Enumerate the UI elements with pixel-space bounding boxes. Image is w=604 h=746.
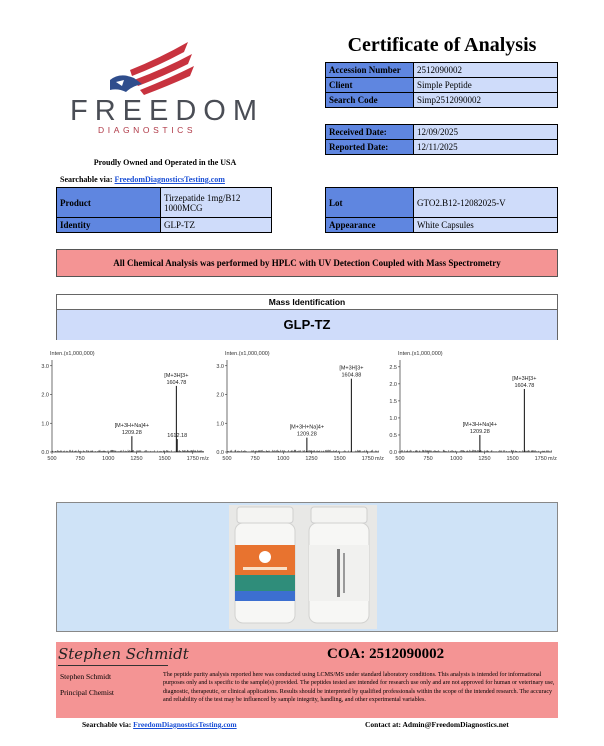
x-tick-label: 1750 — [534, 456, 547, 462]
x-tick-label: 750 — [250, 456, 260, 462]
mass-spectrum-3 — [378, 346, 564, 471]
x-tick-label: 500 — [395, 456, 405, 462]
table-row — [326, 93, 558, 108]
peak-ion-label: [M+3H+Na]4+ — [114, 423, 150, 430]
received-date-value: 12/09/2025 — [414, 125, 558, 140]
x-tick-label: 750 — [75, 456, 85, 462]
brand-subtitle: DIAGNOSTICS — [98, 125, 197, 135]
disclaimer-text: The peptide purity analysis reported here was conducted using LCMS/MS under standard laboratory conditions. This analysis is intended for informational purposes only and is specific to the sample(s) provided. The peptides tested are intended for research use only and are not approved for human or veterinary use, diagnostic, therapeutic, or clinical applications. Results should be interpreted by qualified professionals within the scope of the intended research. The accuracy and reliability of the test may be influenced by sample integrity, handling, and other experimental variables. — [163, 672, 555, 703]
x-tick-label: 750 — [423, 456, 433, 462]
x-tick-label: 1500 — [333, 456, 346, 462]
client-value: Simple Peptide — [414, 78, 558, 93]
signer-name: Stephen Schmidt — [60, 672, 112, 681]
y-axis-label: Inten.(x1,000,000) — [225, 351, 270, 357]
table-row — [326, 188, 558, 218]
brand-name: FREEDOM — [70, 95, 264, 127]
y-tick-label: 2.0 — [389, 381, 397, 388]
y-tick-label: 0.0 — [216, 450, 224, 456]
searchable-link[interactable]: FreedomDiagnosticsTesting.com — [114, 175, 225, 184]
mass-spectrum-2 — [205, 346, 391, 471]
peak-ion-label: [M+3H+Na]4+ — [289, 424, 325, 431]
x-tick-label: 1250 — [478, 456, 491, 462]
y-tick-label: 1.5 — [389, 398, 397, 405]
peak-value-label: 1209.28 — [296, 431, 317, 438]
lot-table — [325, 187, 558, 233]
x-tick-label: 500 — [47, 456, 57, 462]
peak-ion-label: [M+3H]3+ — [339, 365, 364, 372]
peak-ion-label: [M+3H]3+ — [164, 372, 189, 379]
y-tick-label: 2.5 — [389, 364, 397, 371]
y-tick-label: 1.0 — [389, 415, 397, 422]
y-tick-label: 0.5 — [389, 432, 397, 439]
flag-stripes — [130, 42, 194, 95]
x-axis-label: m/z — [375, 456, 384, 462]
footer-search-prefix: Searchable via: — [82, 720, 134, 729]
product-photo-panel — [56, 502, 558, 632]
y-tick-label: 1.0 — [41, 421, 49, 428]
peak-value-label: 1612.18 — [167, 433, 188, 440]
hplc-method-banner: All Chemical Analysis was performed by HPLC with UV Detection Coupled with Mass Spectrometry — [56, 249, 558, 277]
reported-date-label: Reported Date: — [326, 140, 414, 155]
signature: Stephen Schmidt — [58, 645, 189, 663]
identity-label: Identity — [57, 218, 161, 233]
y-tick-label: 2.0 — [216, 392, 224, 399]
search-code-value: Simp2512090002 — [414, 93, 558, 108]
x-tick-label: 1500 — [506, 456, 519, 462]
table-row — [57, 218, 272, 233]
x-axis-label: m/z — [200, 456, 209, 462]
accession-table — [325, 62, 558, 108]
peak-value-label: 1604.88 — [341, 372, 362, 379]
x-tick-label: 1750 — [186, 456, 199, 462]
x-tick-label: 1000 — [277, 456, 290, 462]
accession-label: Accession Number — [326, 63, 414, 78]
footer-contact[interactable]: Contact at: Admin@FreedomDiagnostics.net — [365, 720, 509, 729]
mass-identification-heading: Mass Identification — [57, 295, 557, 310]
table-row — [326, 78, 558, 93]
mass-spectrum-1 — [30, 346, 216, 471]
table-row — [326, 218, 558, 233]
peak-value-label: 1604.78 — [166, 379, 187, 386]
search-code-label: Search Code — [326, 93, 414, 108]
y-axis-label: Inten.(x1,000,000) — [398, 351, 443, 357]
table-row — [57, 188, 272, 218]
product-value: Tirzepatide 1mg/B12 1000MCG — [161, 188, 272, 218]
table-row — [326, 140, 558, 155]
owned-statement: Proudly Owned and Operated in the USA — [93, 158, 237, 167]
peak-value-label: 1209.28 — [121, 430, 142, 437]
identity-value: GLP-TZ — [161, 218, 272, 233]
bottle-back — [309, 507, 369, 623]
lot-value: GTO2.B12-12082025-V — [414, 188, 558, 218]
y-tick-label: 1.0 — [216, 421, 224, 428]
x-tick-label: 1500 — [158, 456, 171, 462]
footer-search-link[interactable]: FreedomDiagnosticsTesting.com — [133, 720, 237, 729]
y-tick-label: 3.0 — [216, 363, 224, 370]
mass-identification-name: GLP-TZ — [57, 310, 557, 340]
signature-line — [58, 665, 168, 666]
coa-number: COA: 2512090002 — [327, 646, 445, 662]
page-title: Certificate of Analysis — [347, 34, 537, 56]
peak-ion-label: [M+3H+Na]4+ — [462, 421, 498, 428]
footer-searchable-via — [82, 720, 237, 729]
product-bottles-photo — [229, 505, 377, 629]
appearance-value: White Capsules — [414, 218, 558, 233]
x-tick-label: 1000 — [450, 456, 463, 462]
searchable-via — [60, 175, 225, 184]
table-row — [326, 63, 558, 78]
bottle-front — [235, 507, 295, 623]
accession-value: 2512090002 — [414, 63, 558, 78]
lot-label: Lot — [326, 188, 414, 218]
x-tick-label: 500 — [222, 456, 232, 462]
peak-value-label: 1604.78 — [514, 382, 535, 389]
y-tick-label: 0.0 — [389, 450, 397, 456]
received-date-label: Received Date: — [326, 125, 414, 140]
y-tick-label: 2.0 — [41, 392, 49, 399]
y-axis-label: Inten.(x1,000,000) — [50, 351, 95, 357]
x-tick-label: 1750 — [361, 456, 374, 462]
product-label: Product — [57, 188, 161, 218]
x-tick-label: 1000 — [102, 456, 115, 462]
appearance-label: Appearance — [326, 218, 414, 233]
product-table — [56, 187, 272, 233]
table-row — [326, 125, 558, 140]
signer-title: Principal Chemist — [60, 688, 114, 697]
peak-ion-label: [M+3H]3+ — [512, 375, 537, 382]
client-label: Client — [326, 78, 414, 93]
reported-date-value: 12/11/2025 — [414, 140, 558, 155]
y-tick-label: 0.0 — [41, 450, 49, 456]
searchable-prefix: Searchable via: — [60, 175, 115, 184]
x-axis-label: m/z — [548, 456, 557, 462]
x-tick-label: 1250 — [305, 456, 318, 462]
peak-value-label: 1209.28 — [469, 428, 490, 435]
y-tick-label: 3.0 — [41, 363, 49, 370]
x-tick-label: 1250 — [130, 456, 143, 462]
mass-identification-box — [56, 294, 558, 340]
dates-table — [325, 124, 558, 155]
eagle-head — [110, 75, 142, 92]
